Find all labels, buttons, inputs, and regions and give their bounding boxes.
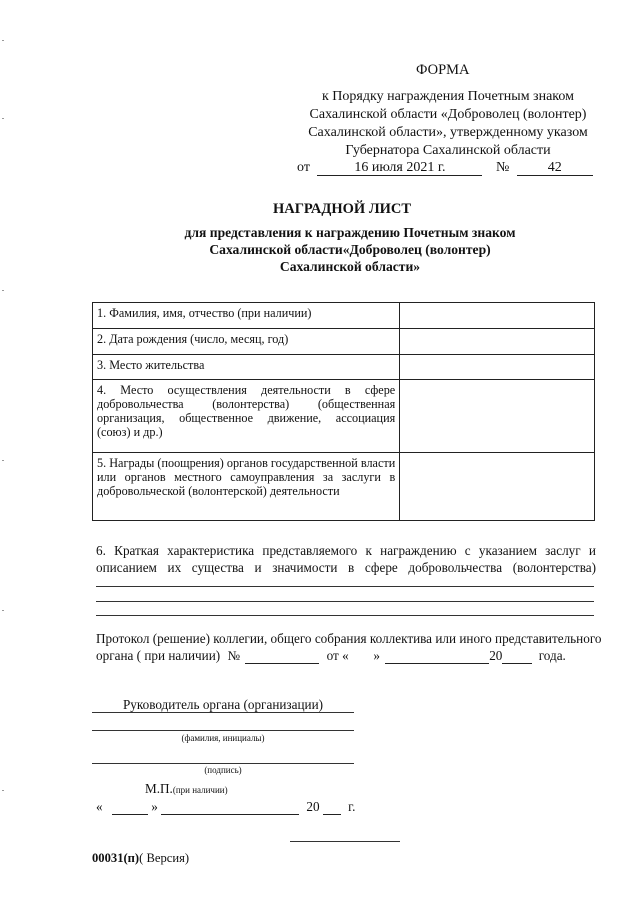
name-field[interactable] <box>92 730 354 731</box>
scan-mark <box>2 290 4 291</box>
table-row <box>93 380 595 453</box>
scan-mark <box>2 460 4 461</box>
header-date-row <box>297 160 593 176</box>
protocol-year-field[interactable] <box>502 649 532 664</box>
name-caption: (фамилия, инициалы) <box>181 733 265 743</box>
sign-day-field[interactable] <box>112 800 148 815</box>
sign-year-prefix: 20 <box>306 799 320 814</box>
protocol-prefix: органа ( при наличии) <box>96 648 221 663</box>
item6-answer-line[interactable] <box>96 615 594 616</box>
table-row <box>93 355 595 380</box>
subtitle-line-1: для представления к награждению Почетным знаком <box>184 225 516 240</box>
protocol-year-suffix: года. <box>538 648 566 663</box>
table-question: 5. Награды (поощрения) органов государственной власти или органов местного самоуправления за заслуги в добровольческой (волонтерской) деятельности <box>93 453 400 521</box>
sign-date-open-quote: « <box>96 799 103 814</box>
stamp-label-row <box>145 781 228 797</box>
header-line-3: Сахалинской области», утвержденному указом <box>308 125 588 140</box>
protocol-number-field[interactable] <box>245 649 319 664</box>
award-table <box>92 302 595 521</box>
protocol-number-sign: № <box>227 648 241 663</box>
table-answer-cell[interactable] <box>400 380 595 453</box>
protocol-day-field[interactable] <box>352 648 370 664</box>
scan-mark <box>2 610 4 611</box>
scan-mark <box>2 790 4 791</box>
protocol-from-label: от « <box>326 648 349 663</box>
decree-date: 16 июля 2021 г. <box>317 161 482 176</box>
document-title: НАГРАДНОЙ ЛИСТ <box>272 201 412 217</box>
table-row <box>93 329 595 355</box>
signature-caption: (подпись) <box>204 765 242 775</box>
stamp-label: М.П. <box>145 781 173 796</box>
form-title: ФОРМА <box>416 62 470 78</box>
item6-answer-line[interactable] <box>96 586 594 587</box>
item6-text: 6. Краткая характеристика представляемого к награждению с указанием заслуг и описанием их существа и значимости в сфере добровольчества (волонтерства) <box>96 543 596 575</box>
header-line-2: Сахалинской области «Доброволец (волонтер) <box>309 107 587 122</box>
table-answer-cell[interactable] <box>400 303 595 329</box>
table-answer-cell[interactable] <box>400 355 595 380</box>
scan-mark <box>2 118 4 119</box>
scan-mark <box>2 40 4 41</box>
table-question: 4. Место осуществления деятельности в сфере добровольчества (волонтерства) (общественная организация, общественное движение, ассоциация (союз) и др.) <box>93 380 400 453</box>
item6-answer-line[interactable] <box>96 601 594 602</box>
subtitle-line-3: Сахалинской области» <box>279 259 421 274</box>
number-prefix: № <box>495 160 510 175</box>
table-question: 3. Место жительства <box>93 355 400 380</box>
document-subtitle <box>100 224 600 275</box>
subtitle-line-2: Сахалинской области«Доброволец (волонтер) <box>209 242 491 257</box>
protocol-month-field[interactable] <box>385 649 489 664</box>
table-row <box>93 453 595 521</box>
stamp-note: (при наличии) <box>172 785 228 795</box>
signature-field[interactable] <box>92 763 354 764</box>
header-line-1: к Порядку награждения Почетным знаком <box>322 89 574 104</box>
header-line-4: Губернатора Сахалинской области <box>345 143 551 158</box>
bottom-divider <box>290 841 400 842</box>
table-answer-cell[interactable] <box>400 453 595 521</box>
footer-version: ( Версия) <box>139 851 190 865</box>
protocol-line-1: Протокол (решение) коллегии, общего собрания коллектива или иного представительного <box>96 631 602 646</box>
protocol-year-prefix: 20 <box>489 648 503 663</box>
footer-code-row <box>92 851 189 866</box>
head-label: Руководитель органа (организации) <box>122 697 324 712</box>
header-block <box>288 88 608 160</box>
table-answer-cell[interactable] <box>400 329 595 355</box>
table-question: 1. Фамилия, имя, отчество (при наличии) <box>93 303 400 329</box>
head-label-underline <box>92 712 354 713</box>
signature-date-row <box>96 799 355 815</box>
table-row <box>93 303 595 329</box>
sign-month-field[interactable] <box>161 800 299 815</box>
decree-number: 42 <box>517 161 593 176</box>
sign-year-suffix: г. <box>348 799 356 814</box>
table-question: 2. Дата рождения (число, месяц, год) <box>93 329 400 355</box>
protocol-line-2 <box>96 648 566 664</box>
sign-date-close-quote: » <box>151 799 158 814</box>
sign-year-field[interactable] <box>323 800 341 815</box>
date-prefix: от <box>297 160 310 175</box>
protocol-quote-close: » <box>373 648 380 663</box>
footer-code: 00031(п) <box>92 851 140 865</box>
